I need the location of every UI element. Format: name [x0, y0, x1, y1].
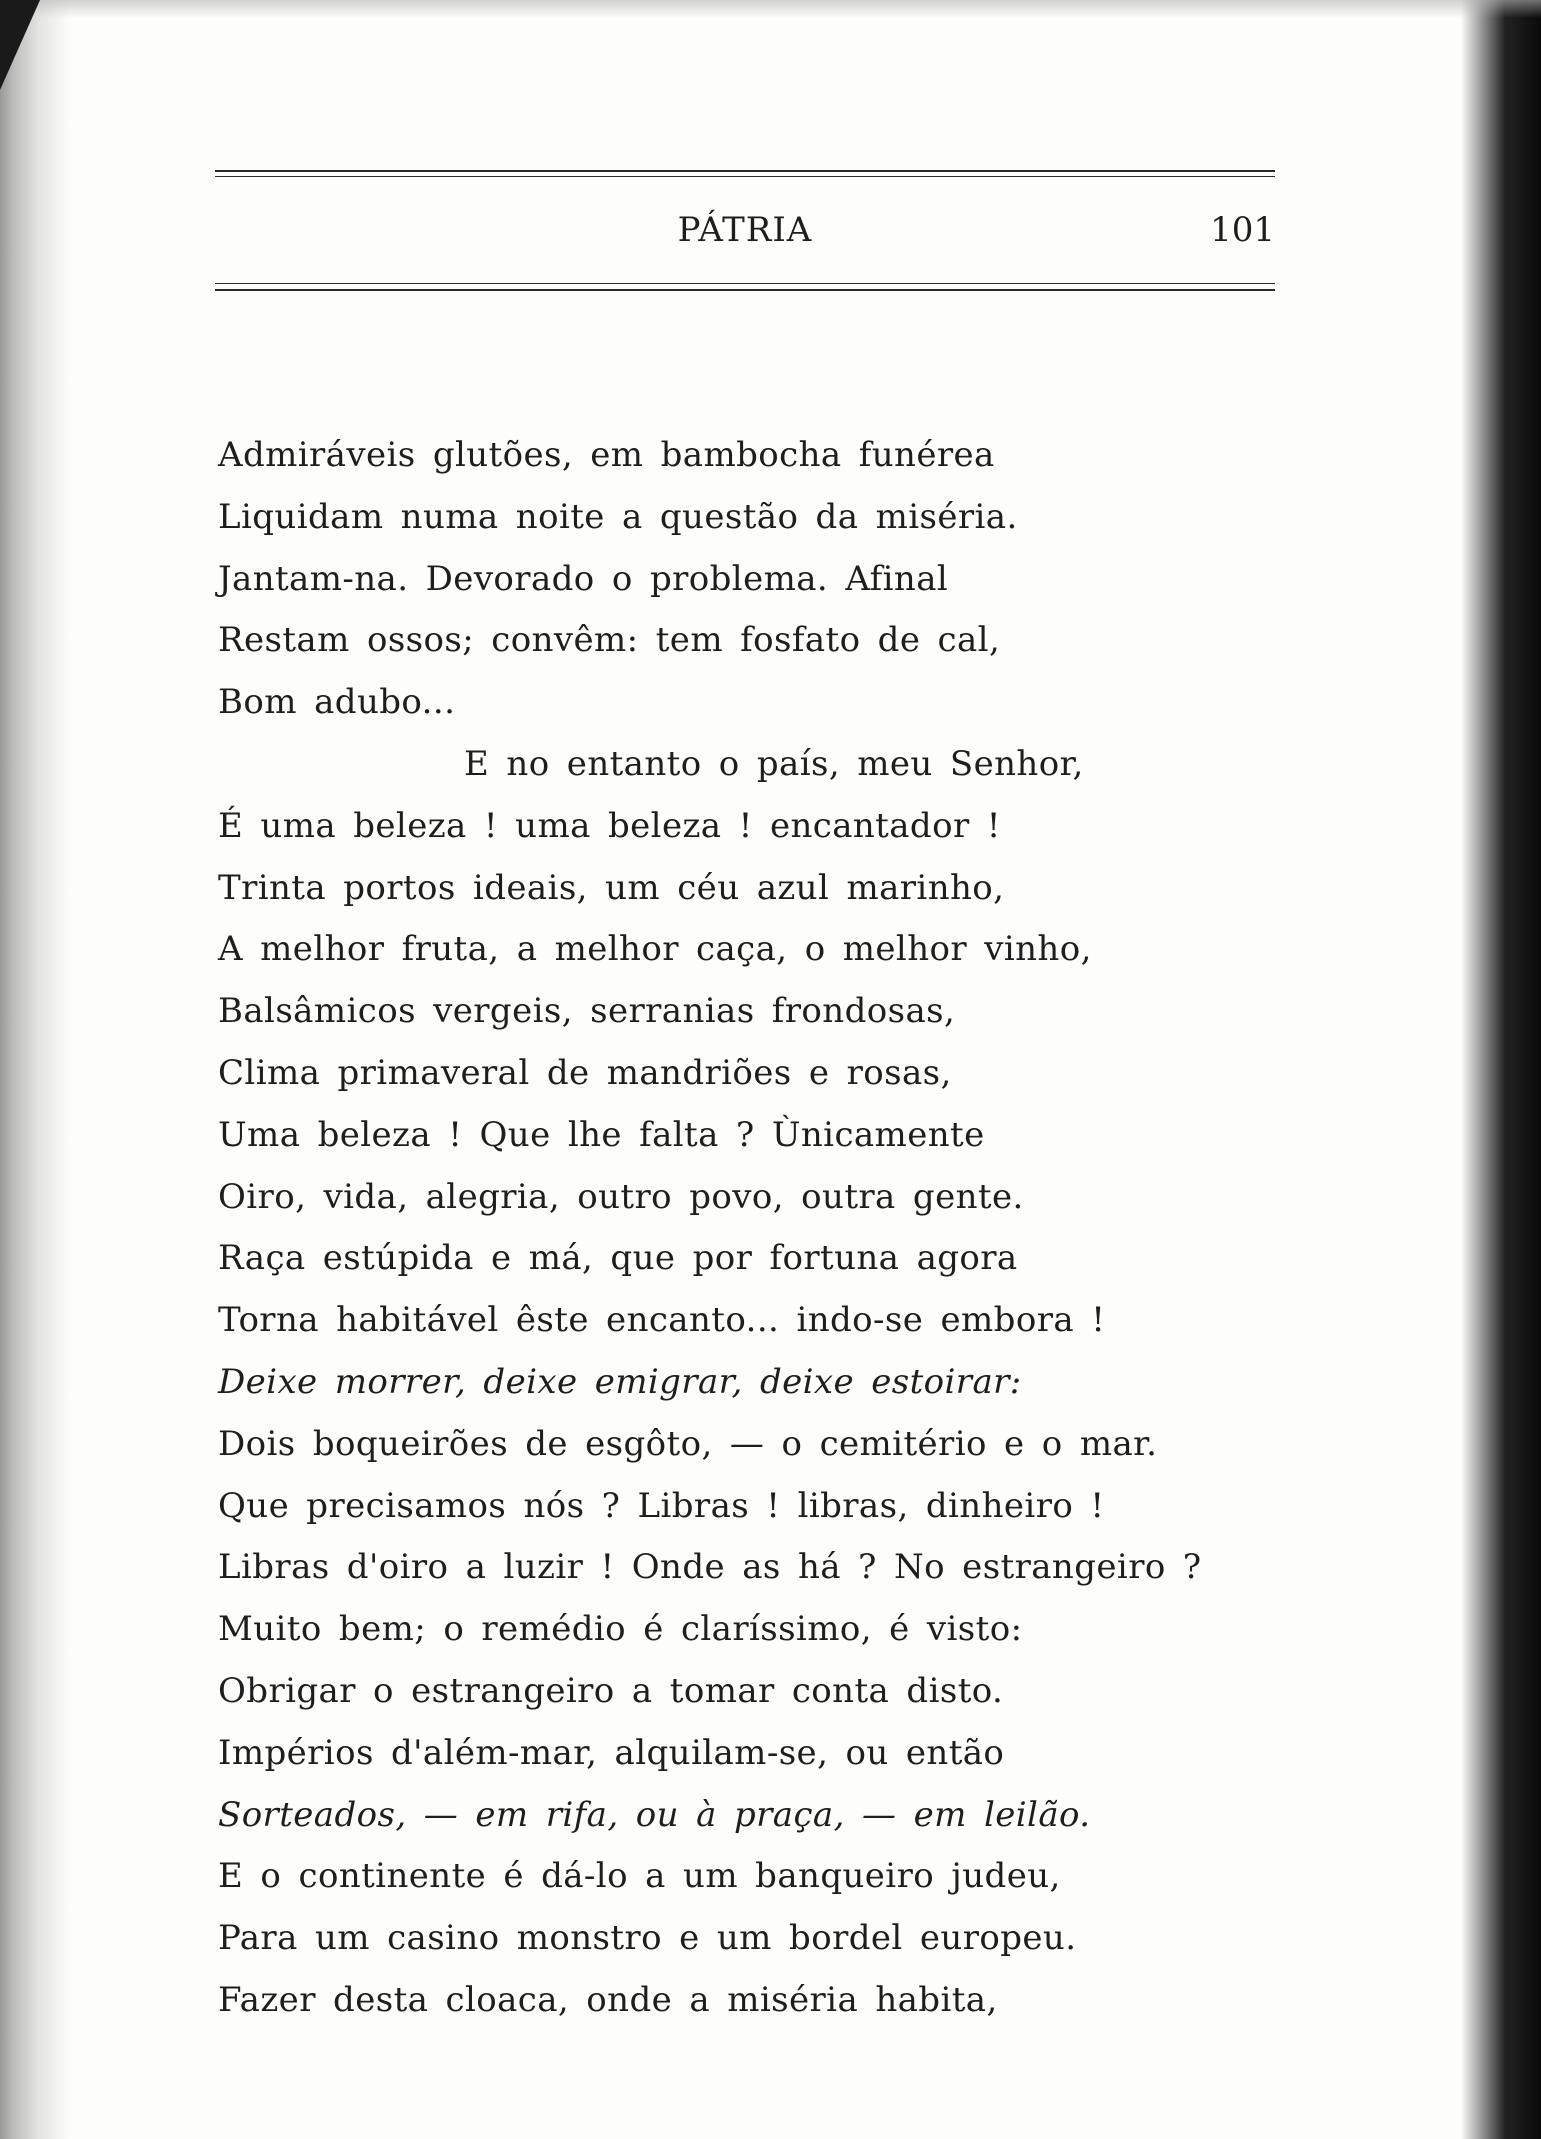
header-rule-top [215, 170, 1275, 172]
verse-line: Para um casino monstro e um bordel europeu. [218, 1918, 1077, 1959]
verse-line: Restam ossos; convêm: tem fosfato de cal, [218, 620, 1001, 661]
verse-line: Impérios d'além-mar, alquilam-se, ou então [218, 1732, 1005, 1773]
verse-line: Dois boqueirões de esgôto, — o cemitério e o mar. [218, 1423, 1158, 1464]
verse-line-italic: Sorteados, — em rifa, ou à praça, — em leilão. [218, 1794, 1091, 1835]
verse-line: Torna habitável êste encanto... indo-se embora ! [218, 1300, 1106, 1341]
running-head [215, 205, 1275, 255]
page-edge-left [0, 0, 70, 2139]
verse-line: Libras d'oiro a luzir ! Onde as há ? No estrangeiro ? [218, 1547, 1202, 1588]
header-rule-bottom [215, 289, 1275, 291]
verse-line: Liquidam numa noite a questão da miséria. [218, 496, 1018, 537]
poem-body [218, 425, 1218, 2032]
verse-line: Raça estúpida e má, que por fortuna agora [218, 1238, 1018, 1279]
verse-line: Clima primaveral de mandriões e rosas, [218, 1052, 952, 1093]
verse-line: Fazer desta cloaca, onde a miséria habita, [218, 1979, 998, 2020]
page-edge-top [0, 0, 1541, 18]
verse-line: Uma beleza ! Que lhe falta ? Ùnicamente [218, 1114, 985, 1155]
verse-line: Que precisamos nós ? Libras ! libras, dinheiro ! [218, 1485, 1105, 1526]
page-corner-shadow [0, 0, 40, 90]
verse-line: E o continente é dá-lo a um banqueiro judeu, [218, 1856, 1061, 1897]
running-title: PÁTRIA [677, 210, 813, 250]
header-rule-top-inner [215, 176, 1275, 177]
verse-line-italic: Deixe morrer, deixe emigrar, deixe estoirar: [218, 1361, 1022, 1402]
verse-line: Obrigar o estrangeiro a tomar conta disto. [218, 1670, 1004, 1711]
page-number: 101 [1210, 210, 1275, 250]
page-edge-right [1461, 0, 1541, 2139]
verse-line: Jantam-na. Devorado o problema. Afinal [218, 558, 949, 599]
verse-line: Balsâmicos vergeis, serranias frondosas, [218, 991, 956, 1032]
verse-line: Bom adubo... [218, 682, 456, 723]
verse-line: Admiráveis glutões, em bambocha funérea [218, 435, 995, 475]
verse-line: Trinta portos ideais, um céu azul marinho, [218, 867, 1005, 908]
verse-line: Oiro, vida, alegria, outro povo, outra gente. [218, 1176, 1024, 1217]
verse-line: É uma beleza ! uma beleza ! encantador ! [218, 805, 1001, 846]
verse-line: Muito bem; o remédio é claríssimo, é visto: [218, 1609, 1023, 1650]
verse-line-indented: E no entanto o país, meu Senhor, [464, 743, 1084, 784]
verse-line: A melhor fruta, a melhor caça, o melhor vinho, [218, 929, 1092, 970]
header-rule-bottom-inner [215, 283, 1275, 284]
